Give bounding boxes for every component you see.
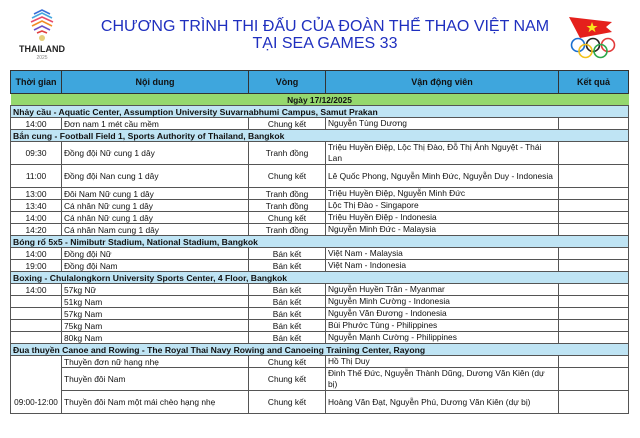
cell-athletes: Hồ Thị Duy: [326, 356, 559, 368]
cell-round: Chung kết: [249, 118, 326, 130]
cell-result: [559, 332, 629, 344]
cell-athletes: Nguyễn Minh Cường - Indonesia: [326, 296, 559, 308]
cell-result: [559, 308, 629, 320]
cell-athletes: Lộc Thị Đào - Singapore: [326, 200, 559, 212]
date-label: Ngày 17/12/2025: [11, 94, 629, 106]
table-row: [11, 308, 629, 320]
cell-event: Đơn nam 1 mét cầu mềm: [62, 118, 249, 130]
cell-result: [559, 320, 629, 332]
cell-result: [559, 188, 629, 200]
vietnam-flag-olympic-rings-icon: [566, 14, 626, 62]
cell-athletes: Triệu Huyền Điệp, Nguyễn Minh Đức: [326, 188, 559, 200]
cell-athletes: Việt Nam - Indonesia: [326, 260, 559, 272]
cell-round: Chung kết: [249, 391, 326, 414]
section-title: Bắn cung - Football Field 1, Sports Authority of Thailand, Bangkok: [11, 130, 629, 142]
cell-event: 51kg Nam: [62, 296, 249, 308]
cell-result: [559, 248, 629, 260]
cell-time-merged: 09:00-12:00: [11, 356, 62, 414]
cell-round: Tranh đồng: [249, 200, 326, 212]
cell-result: [559, 260, 629, 272]
cell-athletes: Nguyễn Huyền Trân - Myanmar: [326, 284, 559, 296]
cell-time: 19:00: [11, 260, 62, 272]
cell-result: [559, 224, 629, 236]
cell-round: Bán kết: [249, 308, 326, 320]
table-row: [11, 368, 629, 391]
section-title: Boxing - Chulalongkorn University Sports Center, 4 Floor, Bangkok: [11, 272, 629, 284]
cell-event: 57kg Nam: [62, 308, 249, 320]
table-row: [11, 260, 629, 272]
cell-event: Cá nhân Nữ cung 1 dây: [62, 200, 249, 212]
table-row: [11, 188, 629, 200]
page-title: CHƯƠNG TRÌNH THI ĐẤU CỦA ĐOÀN THỂ THAO VIỆT NAM: [100, 18, 550, 35]
section-row-archery: [11, 130, 629, 142]
cell-athletes: Đinh Thế Đức, Nguyễn Thành Dũng, Dương Văn Kiên (dự bị): [326, 368, 559, 391]
page-subtitle: TẠI SEA GAMES 33: [252, 35, 398, 52]
cell-event: 57kg Nữ: [62, 284, 249, 296]
table-row: [11, 142, 629, 165]
table-row: [11, 356, 629, 368]
cell-time: [11, 296, 62, 308]
cell-result: [559, 368, 629, 391]
column-header-round: Vòng: [249, 71, 326, 94]
cell-round: Bán kết: [249, 296, 326, 308]
column-header-time: Thời gian: [11, 71, 62, 94]
cell-round: Bán kết: [249, 332, 326, 344]
table-row: [11, 391, 629, 414]
table-header-row: [11, 71, 629, 94]
svg-text:2025: 2025: [36, 55, 48, 60]
section-row-boxing: [11, 272, 629, 284]
cell-event: Cá nhân Nữ cung 1 dây: [62, 212, 249, 224]
cell-round: Bán kết: [249, 320, 326, 332]
cell-round: Bán kết: [249, 284, 326, 296]
table-row: [11, 118, 629, 130]
date-row: [11, 94, 629, 106]
cell-result: [559, 165, 629, 188]
cell-time: 09:30: [11, 142, 62, 165]
cell-athletes: Nguyễn Minh Đức - Malaysia: [326, 224, 559, 236]
section-row-basketball: [11, 236, 629, 248]
cell-event: 80kg Nam: [62, 332, 249, 344]
cell-athletes: Nguyễn Tùng Dương: [326, 118, 559, 130]
cell-time: 14:20: [11, 224, 62, 236]
cell-round: Chung kết: [249, 368, 326, 391]
cell-time: 14:00: [11, 284, 62, 296]
cell-event: Đồng đội Nữ cung 1 dây: [62, 142, 249, 165]
cell-event: Đôi Nam Nữ cung 1 dây: [62, 188, 249, 200]
table-row: [11, 248, 629, 260]
cell-result: [559, 212, 629, 224]
cell-round: Tranh đồng: [249, 188, 326, 200]
section-title: Bóng rổ 5x5 - Nimibutr Stadium, National Stadium, Bangkok: [11, 236, 629, 248]
cell-time: [11, 332, 62, 344]
table-row: [11, 165, 629, 188]
cell-athletes: Hoàng Văn Đạt, Nguyễn Phú, Dương Văn Kiên (dự bị): [326, 391, 559, 414]
cell-result: [559, 391, 629, 414]
section-row-diving: [11, 106, 629, 118]
cell-time: 14:00: [11, 212, 62, 224]
cell-result: [559, 200, 629, 212]
table-row: [11, 224, 629, 236]
cell-result: [559, 356, 629, 368]
cell-athletes: Triệu Huyền Điệp - Indonesia: [326, 212, 559, 224]
column-header-result: Kết quả: [559, 71, 629, 94]
table-row: [11, 212, 629, 224]
table-row: [11, 200, 629, 212]
cell-result: [559, 296, 629, 308]
cell-result: [559, 118, 629, 130]
cell-round: Tranh đồng: [249, 224, 326, 236]
cell-event: Đồng đội Nữ: [62, 248, 249, 260]
cell-time: 14:00: [11, 248, 62, 260]
cell-athletes: Nguyễn Mạnh Cường - Philippines: [326, 332, 559, 344]
cell-round: Chung kết: [249, 165, 326, 188]
cell-round: Tranh đồng: [249, 142, 326, 165]
cell-time: 11:00: [11, 165, 62, 188]
schedule-table: [10, 70, 629, 414]
cell-round: Bán kết: [249, 248, 326, 260]
cell-athletes: Nguyễn Văn Đương - Indonesia: [326, 308, 559, 320]
cell-result: [559, 284, 629, 296]
section-title: Đua thuyền Canoe and Rowing - The Royal Thai Navy Rowing and Canoeing Training Center, Rayong: [11, 344, 629, 356]
cell-event: Thuyền đơn nữ hạng nhẹ: [62, 356, 249, 368]
table-row: [11, 296, 629, 308]
svg-text:THAILAND: THAILAND: [19, 44, 65, 54]
cell-time: 13:40: [11, 200, 62, 212]
cell-round: Bán kết: [249, 260, 326, 272]
cell-round: Chung kết: [249, 356, 326, 368]
cell-event: Đồng đội Nam: [62, 260, 249, 272]
cell-event: Đồng đội Nan cung 1 dây: [62, 165, 249, 188]
cell-athletes: Triệu Huyền Điệp, Lộc Thị Đào, Đỗ Thị Ánh Nguyệt - Thái Lan: [326, 142, 559, 165]
cell-athletes: Việt Nam - Malaysia: [326, 248, 559, 260]
table-row: [11, 332, 629, 344]
cell-time: [11, 320, 62, 332]
section-row-canoe-rowing: [11, 344, 629, 356]
table-row: [11, 284, 629, 296]
section-title: Nhảy cầu - Aquatic Center, Assumption University Suvarnabhumi Campus, Samut Prakan: [11, 106, 629, 118]
vietnam-olympic-logo: [566, 14, 626, 62]
column-header-event: Nội dung: [62, 71, 249, 94]
cell-event: 75kg Nam: [62, 320, 249, 332]
table-row: [11, 320, 629, 332]
cell-athletes: Lê Quốc Phong, Nguyễn Minh Đức, Nguyễn Duy - Indonesia: [326, 165, 559, 188]
cell-round: Chung kết: [249, 212, 326, 224]
cell-event: Cá nhân Nam cung 1 dây: [62, 224, 249, 236]
cell-time: 13:00: [11, 188, 62, 200]
cell-event: Thuyền đôi Nam một mái chèo hạng nhẹ: [62, 391, 249, 414]
cell-time: 14:00: [11, 118, 62, 130]
cell-result: [559, 142, 629, 165]
cell-time: [11, 308, 62, 320]
cell-event: Thuyền đôi Nam: [62, 368, 249, 391]
column-header-athletes: Vận động viên: [326, 71, 559, 94]
cell-athletes: Bùi Phước Tùng - Philippines: [326, 320, 559, 332]
